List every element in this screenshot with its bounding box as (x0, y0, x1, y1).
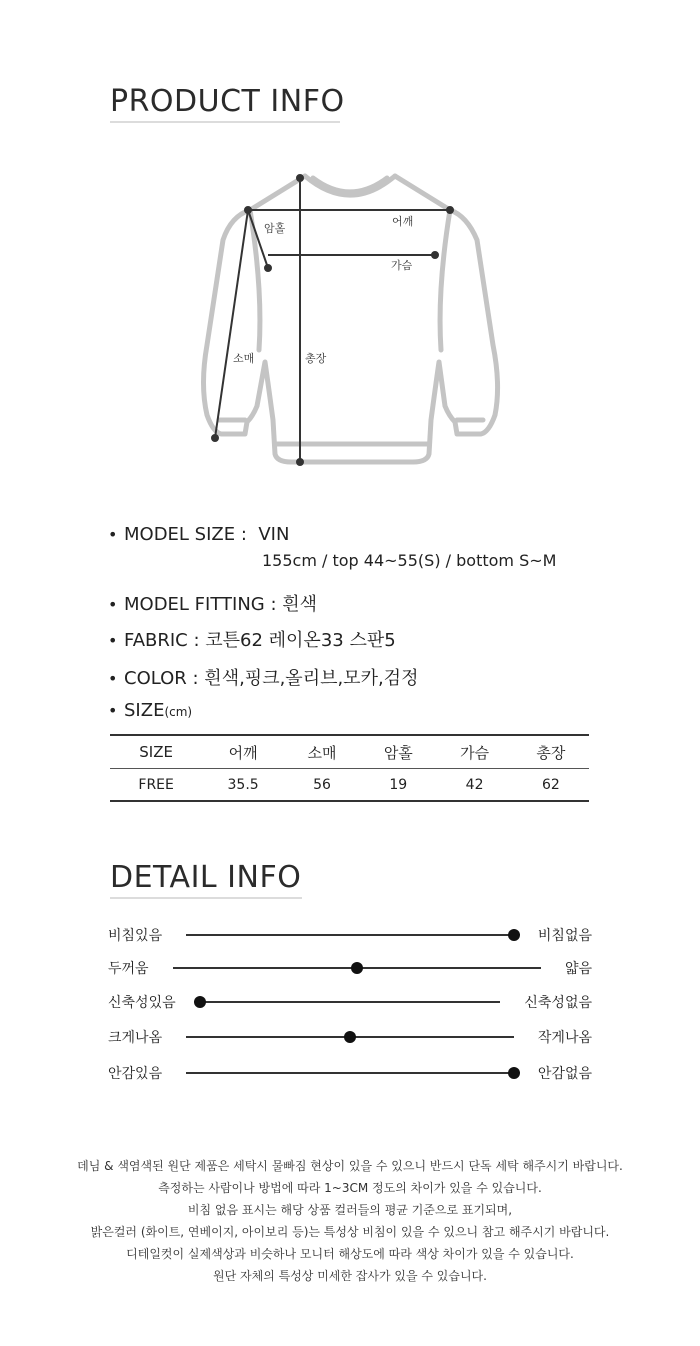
size-table-cell: 56 (284, 769, 360, 802)
bullet: • (108, 525, 118, 544)
bullet: • (108, 631, 118, 650)
detail-scale-left-label: 두꺼움 (108, 961, 149, 977)
care-note-line: 밝은컬러 (화이트, 연베이지, 아이보리 등)는 특성상 비침이 있을 수 있으니 참고 해주시기 바랍니다. (90, 1225, 610, 1239)
length-label: 총장 (305, 352, 327, 365)
care-note-line: 원단 자체의 특성상 미세한 잡사가 있을 수 있습니다. (213, 1269, 487, 1283)
fabric-row (108, 626, 396, 652)
detail-scale-marker (351, 962, 363, 974)
care-notes (0, 1155, 700, 1287)
bullet: • (108, 701, 118, 720)
detail-scale (108, 925, 592, 945)
size-table-cell: 19 (360, 769, 436, 802)
detail-scale-left-label: 비침있음 (108, 928, 163, 944)
detail-scale-track (200, 1001, 500, 1003)
model-size-detail: 155cm / top 44~55(S) / bottom S~M (262, 551, 557, 570)
detail-scale-left-label: 신축성있음 (108, 995, 176, 1011)
detail-scale (108, 992, 592, 1012)
model-fitting-text: MODEL FITTING : 흰색 (124, 594, 318, 615)
model-size-label: MODEL SIZE : (124, 524, 247, 545)
detail-info-title: DETAIL INFO (110, 860, 302, 895)
size-label: SIZE (124, 700, 165, 721)
detail-scale-right-label: 신축성없음 (524, 995, 592, 1011)
care-note-line: 측정하는 사람이나 방법에 따라 1~3CM 정도의 차이가 있을 수 있습니다. (158, 1181, 542, 1195)
size-table-cell: FREE (110, 769, 202, 802)
detail-scale (108, 1063, 592, 1083)
sleeve-label: 소매 (233, 352, 255, 365)
detail-scale (108, 1027, 592, 1047)
size-table-cell: 62 (513, 769, 589, 802)
detail-scale-marker (508, 929, 520, 941)
size-table-header-row (110, 735, 589, 769)
detail-scale-right-label: 안감없음 (537, 1066, 592, 1082)
detail-scale-right-label: 작게나옴 (537, 1030, 592, 1046)
size-table-cell: 35.5 (202, 769, 284, 802)
color-text: COLOR : 흰색,핑크,올리브,모카,검정 (124, 668, 419, 689)
model-fitting-row (108, 590, 317, 616)
care-note-line: 디테일컷이 실제색상과 비슷하나 모니터 해상도에 따라 색상 차이가 있을 수 있습니다. (126, 1247, 574, 1261)
bullet: • (108, 669, 118, 688)
detail-scale (108, 958, 592, 978)
size-table-header: 총장 (513, 735, 589, 769)
size-table-header: SIZE (110, 735, 202, 769)
product-info-title: PRODUCT INFO (110, 84, 345, 119)
table-row (110, 769, 589, 802)
bullet: • (108, 595, 118, 614)
care-note-line: 비침 없음 표시는 해당 상품 컬러들의 평균 기준으로 표기되며, (187, 1203, 513, 1217)
detail-scale-marker (344, 1031, 356, 1043)
garment-diagram (195, 170, 505, 470)
detail-info-underline (110, 897, 302, 899)
detail-scale-left-label: 크게나옴 (108, 1030, 163, 1046)
detail-scale-track (186, 1072, 514, 1074)
size-table-header: 어깨 (202, 735, 284, 769)
detail-scale-marker (508, 1067, 520, 1079)
detail-scale-right-label: 비침없음 (537, 928, 592, 944)
size-unit: (cm) (164, 705, 193, 719)
shoulder-label: 어깨 (392, 215, 414, 228)
model-size-row (108, 524, 289, 545)
model-size-name: VIN (258, 524, 290, 545)
size-table-header: 소매 (284, 735, 360, 769)
size-row (108, 700, 192, 721)
fabric-text: FABRIC : 코튼62 레이온33 스판5 (124, 630, 396, 651)
care-note-line: 데님 & 색염색된 원단 제품은 세탁시 물빠짐 현상이 있을 수 있으니 반드시 단독 세탁 해주시기 바랍니다. (77, 1159, 623, 1173)
armhole-label: 암홀 (264, 222, 286, 235)
chest-label: 가슴 (391, 259, 413, 272)
size-table-header: 가슴 (436, 735, 512, 769)
size-table (110, 734, 589, 802)
detail-scale-marker (194, 996, 206, 1008)
size-table-cell: 42 (436, 769, 512, 802)
detail-scale-left-label: 안감있음 (108, 1066, 163, 1082)
product-info-underline (110, 121, 340, 123)
detail-scale-track (186, 934, 514, 936)
size-table-header: 암홀 (360, 735, 436, 769)
detail-scale-right-label: 얇음 (564, 961, 592, 977)
color-row (108, 664, 418, 690)
